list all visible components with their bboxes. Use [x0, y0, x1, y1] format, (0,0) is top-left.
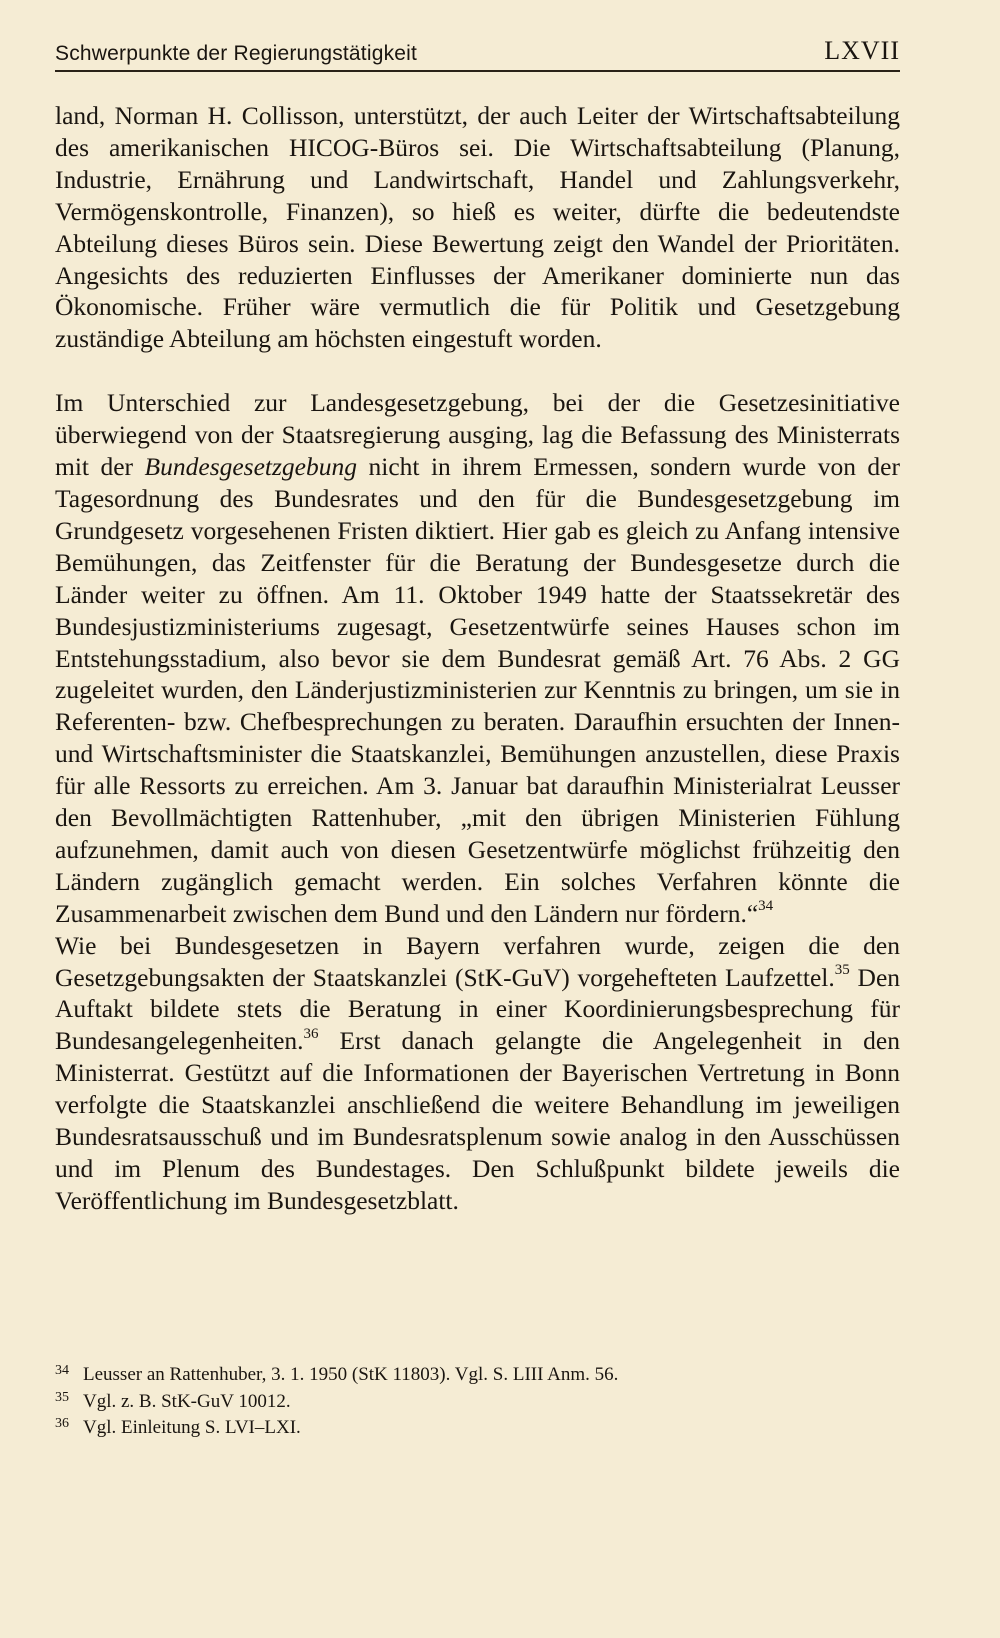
paragraph-1: land, Norman H. Collisson, unterstützt, der auch Leiter der Wirtschaftsabteilung des amerikanischen HICOG-Büros sei. Die Wirtschaftsabteilung (Planung, Industrie, Ernährung und Landwirtschaft, Handel und Zahlungsverkehr, Vermögenskontrolle, Finanzen), so hieß es weiter, dürfte die bedeutendste Abteilung dieses Büros sein. Diese Bewertung zeigt den Wandel der Prioritäten. Angesichts des reduzierten Einflusses der Amerikaner dominierte nun das Ökonomische. Früher wäre vermutlich die für Politik und Gesetzgebung zuständige Abteilung am höchsten eingestuft worden. [55, 101, 900, 354]
footnote-34 [55, 1363, 900, 1390]
body-text [55, 100, 900, 1217]
footnote-35 [55, 1390, 900, 1417]
paragraph-3-text-c: Erst danach gelangte die Angelegenheit in den Ministerrat. Gestützt auf die Informationen der Bayerischen Vertretung in Bonn verfolgte die Staatskanzlei anschließend die weitere Behandlung im jeweiligen Bundesratsausschuß und im Bundesratsplenum sowie analog in den Ausschüssen und im Plenum des Bundestages. Den Schlußpunkt bildete jeweils die Veröffentlichung im Bundesgesetzblatt. [55, 1026, 900, 1215]
paragraph-2-text-b: nicht in ihrem Ermessen, sondern wurde von der Tagesordnung des Bundesrates und den für die Bundesgesetzgebung im Grundgesetz vorgesehenen Fristen diktiert. Hier gab es gleich zu Anfang intensive Bemühungen, das Zeitfenster für die Beratung der Bundesgesetze durch die Länder weiter zu öffnen. Am 11. Oktober 1949 hatte der Staatssekretär des Bundesjustizministeriums zugesagt, Gesetzentwürfe seines Hauses schon im Entstehungsstadium, also bevor sie dem Bundesrat gemäß Art. 76 Abs. 2 GG zugeleitet wurden, den Länderjustizministerien zur Kenntnis zu bringen, um sie in Referenten- bzw. Chefbesprechungen zu beraten. Daraufhin ersuchten der Innen- und Wirtschaftsminister die Staatskanzlei, Bemühungen anzustellen, diese Praxis für alle Ressorts zu erreichen. Am 3. Januar bat daraufhin Ministerialrat Leusser den Bevollmächtigten Rattenhuber, „mit den übrigen Ministerien Fühlung aufzunehmen, damit auch von diesen Gesetzentwürfe möglichst frühzeitig den Ländern zugänglich gemacht werden. Ein solches Verfahren könnte die Zusammenarbeit zwischen dem Bund und den Ländern nur fördern.“ [55, 452, 900, 928]
footnote-ref-35[interactable]: 35 [834, 962, 850, 979]
footnote-ref-36[interactable]: 36 [303, 1025, 319, 1042]
page-number: LXVII [824, 36, 900, 65]
footnote-text: Vgl. z. B. StK-GuV 10012. [83, 1390, 291, 1412]
footnote-text: Vgl. Einleitung S. LVI–LXI. [83, 1417, 301, 1438]
paragraph-3-text-a: Wie bei Bundesgesetzen in Bayern verfahren wurde, zeigen die den Gesetzgebungsakten der Staatskanzlei (StK-GuV) vorgehefteten Laufzettel. [55, 930, 900, 992]
footnote-36 [55, 1416, 900, 1443]
page [55, 30, 900, 1217]
paragraph-2-italic: Bundesgesetzgebung [144, 452, 358, 482]
paragraph-2 [55, 387, 900, 929]
footnote-ref-34[interactable]: 34 [758, 898, 774, 915]
footnote-number: 36 [55, 1416, 69, 1431]
running-head-title: Schwerpunkte der Regierungstätigkeit [55, 42, 418, 65]
running-head [55, 30, 900, 72]
footnote-number: 34 [55, 1363, 69, 1378]
paragraph-3-text-b: Den Auftakt bildete stets die Beratung in einer Koordinierungsbesprechung für Bundesangelegenheiten. [55, 962, 901, 1056]
paragraph-2-text-a: Im Unterschied zur Landesgesetzgebung, bei der die Gesetzesinitiative überwiegend von der Staatsregierung ausging, lag die Befassung des Ministerrats mit der [55, 388, 900, 482]
footnotes [55, 1363, 900, 1443]
paragraph-3 [55, 930, 900, 1217]
footnote-text: Leusser an Rattenhuber, 3. 1. 1950 (StK 11803). Vgl. S. LIII Anm. 56. [83, 1364, 619, 1385]
footnote-number: 35 [55, 1389, 69, 1405]
